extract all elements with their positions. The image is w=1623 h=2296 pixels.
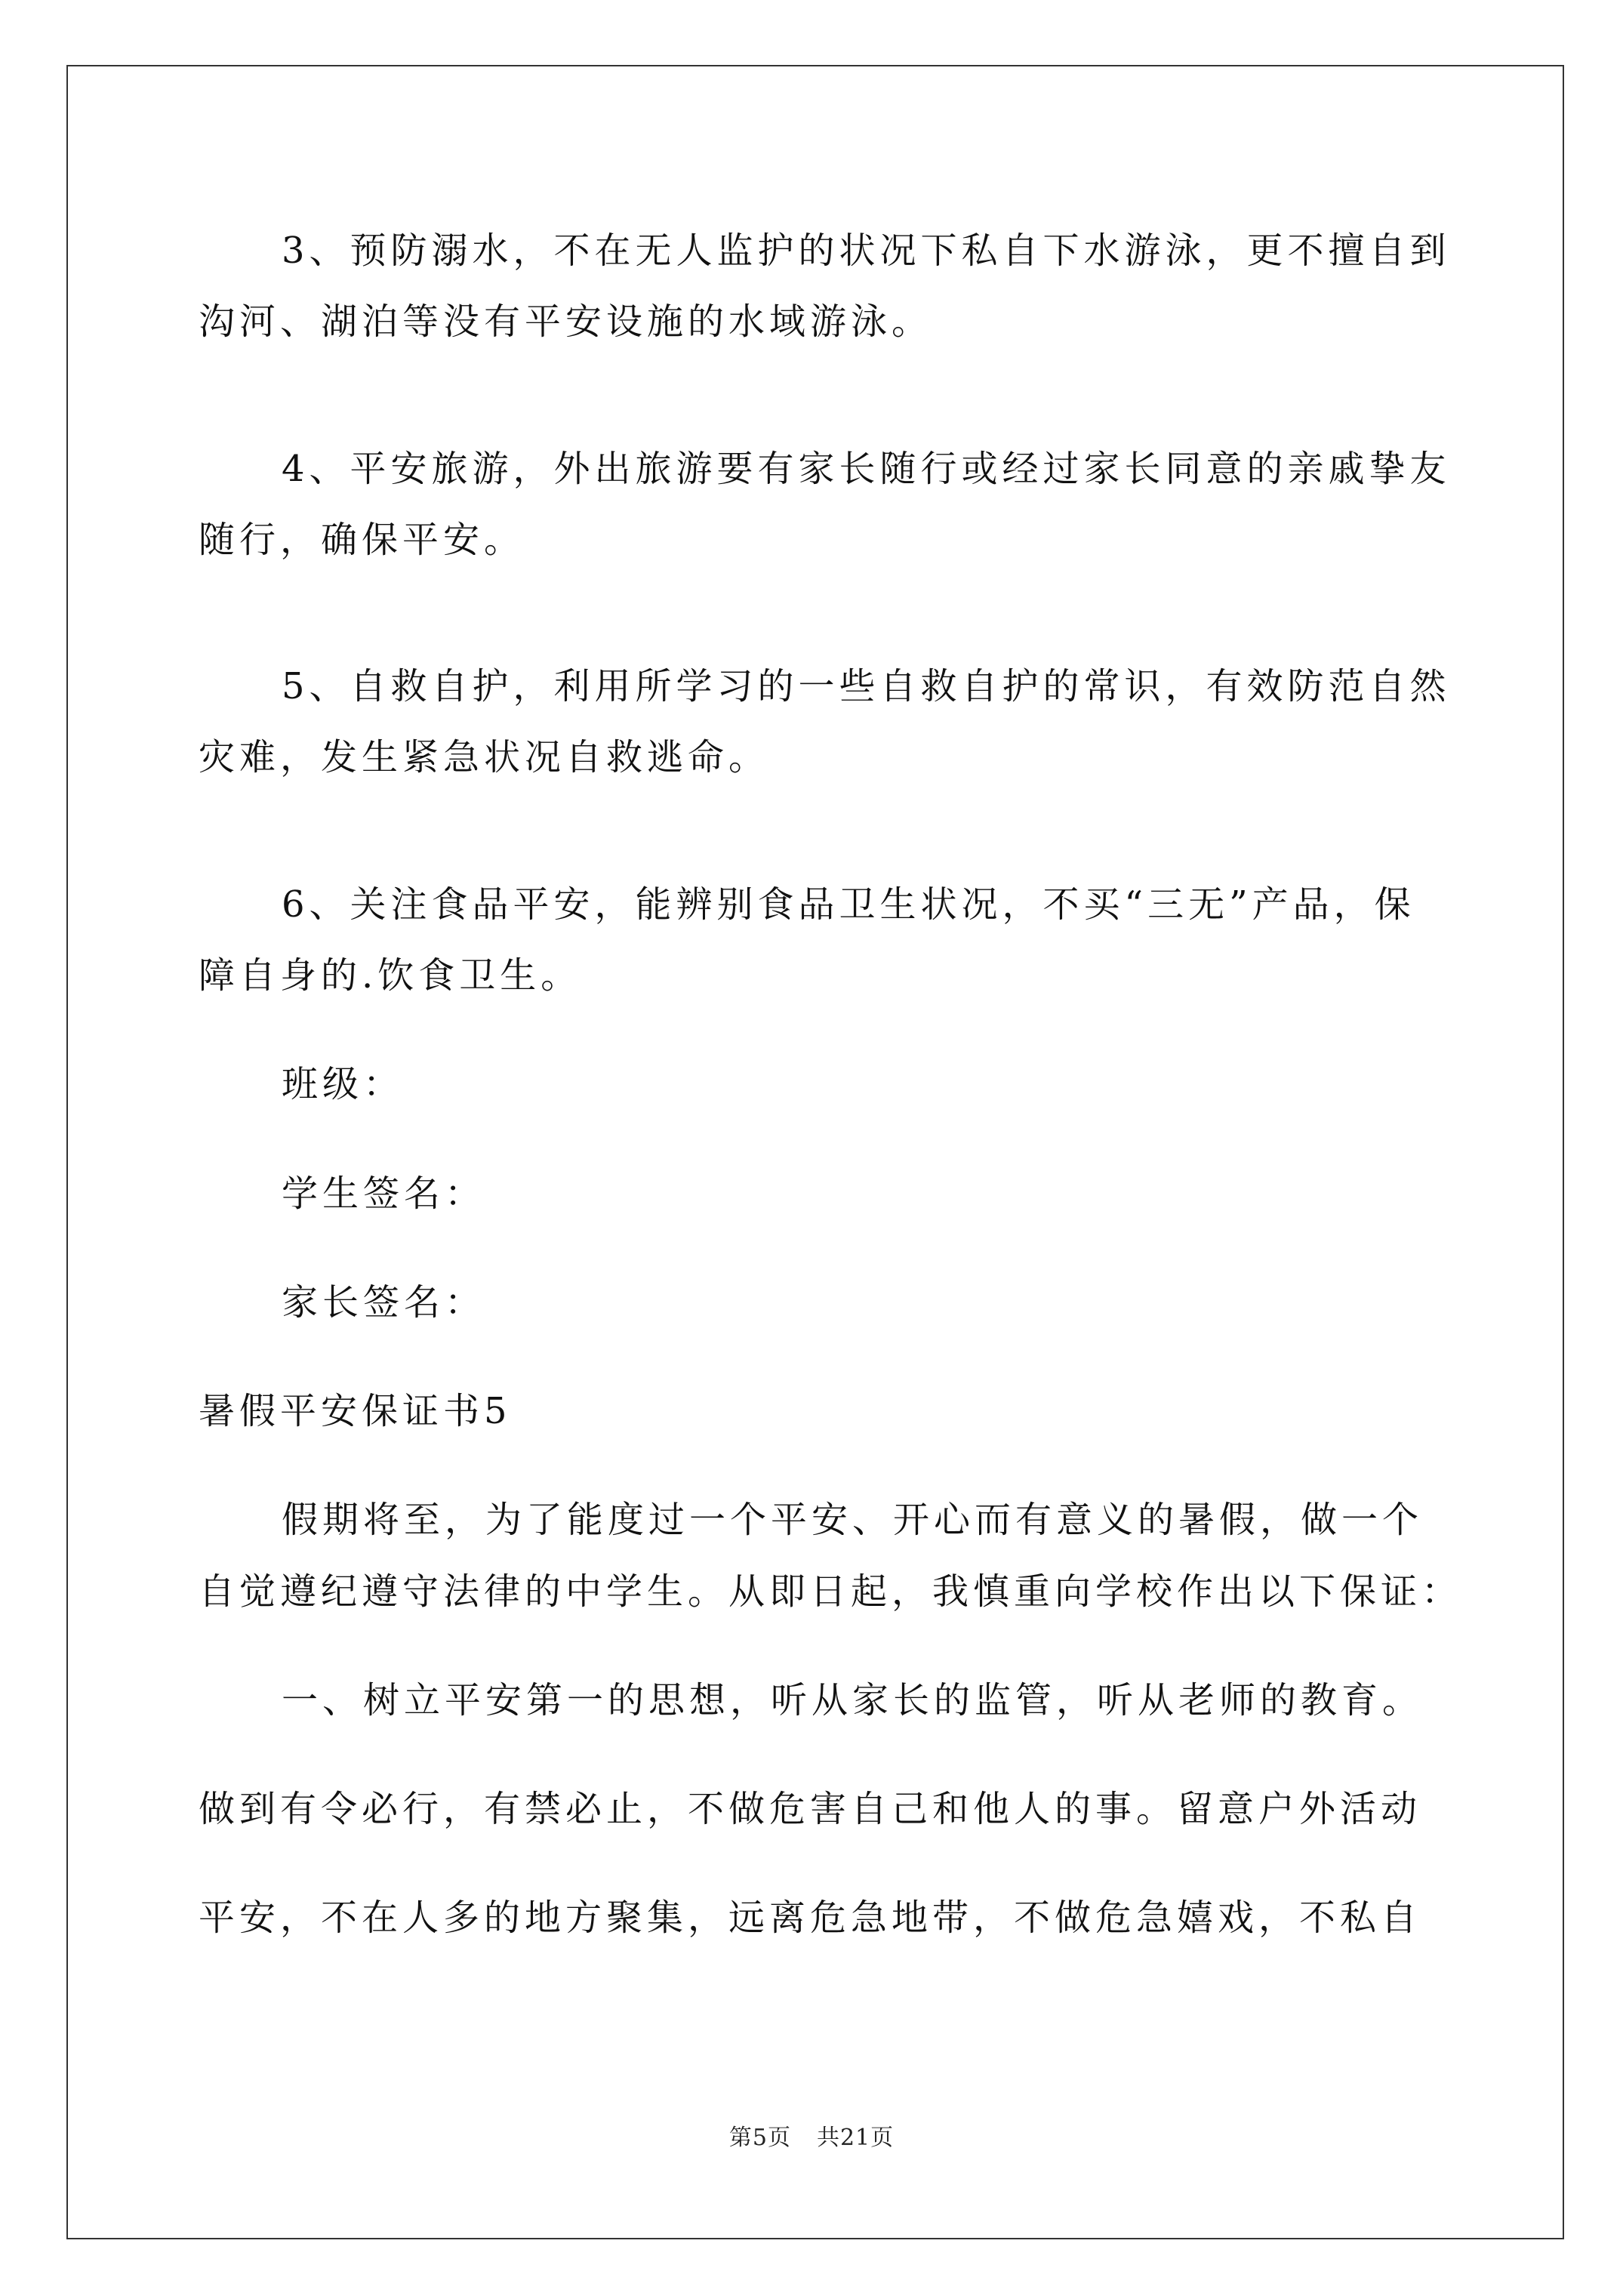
- paragraph-line: 随行，确保平安。: [199, 519, 525, 561]
- paragraph-line: 6、关注食品平安，能辨别食品卫生状况，不买“三无”产品，保: [282, 883, 1415, 926]
- paragraph-line: 自觉遵纪遵守法律的中学生。从即日起，我慎重向学校作出以下保证：: [199, 1570, 1463, 1613]
- paragraph-line: 做到有令必行，有禁必止，不做危害自己和他人的事。留意户外活动: [199, 1788, 1422, 1830]
- class-label: 班级：: [282, 1063, 405, 1105]
- paragraph-line: 3、预防溺水，不在无人监护的状况下私自下水游泳，更不擅自到: [282, 230, 1451, 272]
- student-signature-label: 学生签名：: [282, 1173, 486, 1215]
- paragraph-line: 沟河、湖泊等没有平安设施的水域游泳。: [199, 300, 933, 343]
- paragraph-line: 假期将至，为了能度过一个平安、开心而有意义的暑假，做一个: [282, 1499, 1424, 1541]
- parent-signature-label: 家长签名：: [282, 1281, 486, 1324]
- paragraph-line: 4、平安旅游，外出旅游要有家长随行或经过家长同意的亲戚挚友: [282, 448, 1451, 490]
- paragraph-line: 灾难，发生紧急状况自救逃命。: [199, 736, 770, 778]
- page-total: 共21页: [816, 2125, 895, 2151]
- section-title: 暑假平安保证书5: [199, 1390, 512, 1432]
- paragraph-line: 5、自救自护，利用所学习的一些自救自护的常识，有效防范自然: [282, 665, 1451, 707]
- page-number: 第5页: [728, 2125, 791, 2151]
- paragraph-line: 障自身的.饮食卫生。: [199, 954, 582, 997]
- paragraph-line: 平安，不在人多的地方聚集，远离危急地带，不做危急嬉戏，不私自: [199, 1897, 1422, 1939]
- paragraph-line: 一、树立平安第一的思想，听从家长的监管，听从老师的教育。: [282, 1679, 1424, 1721]
- page-footer: [0, 2119, 1623, 2152]
